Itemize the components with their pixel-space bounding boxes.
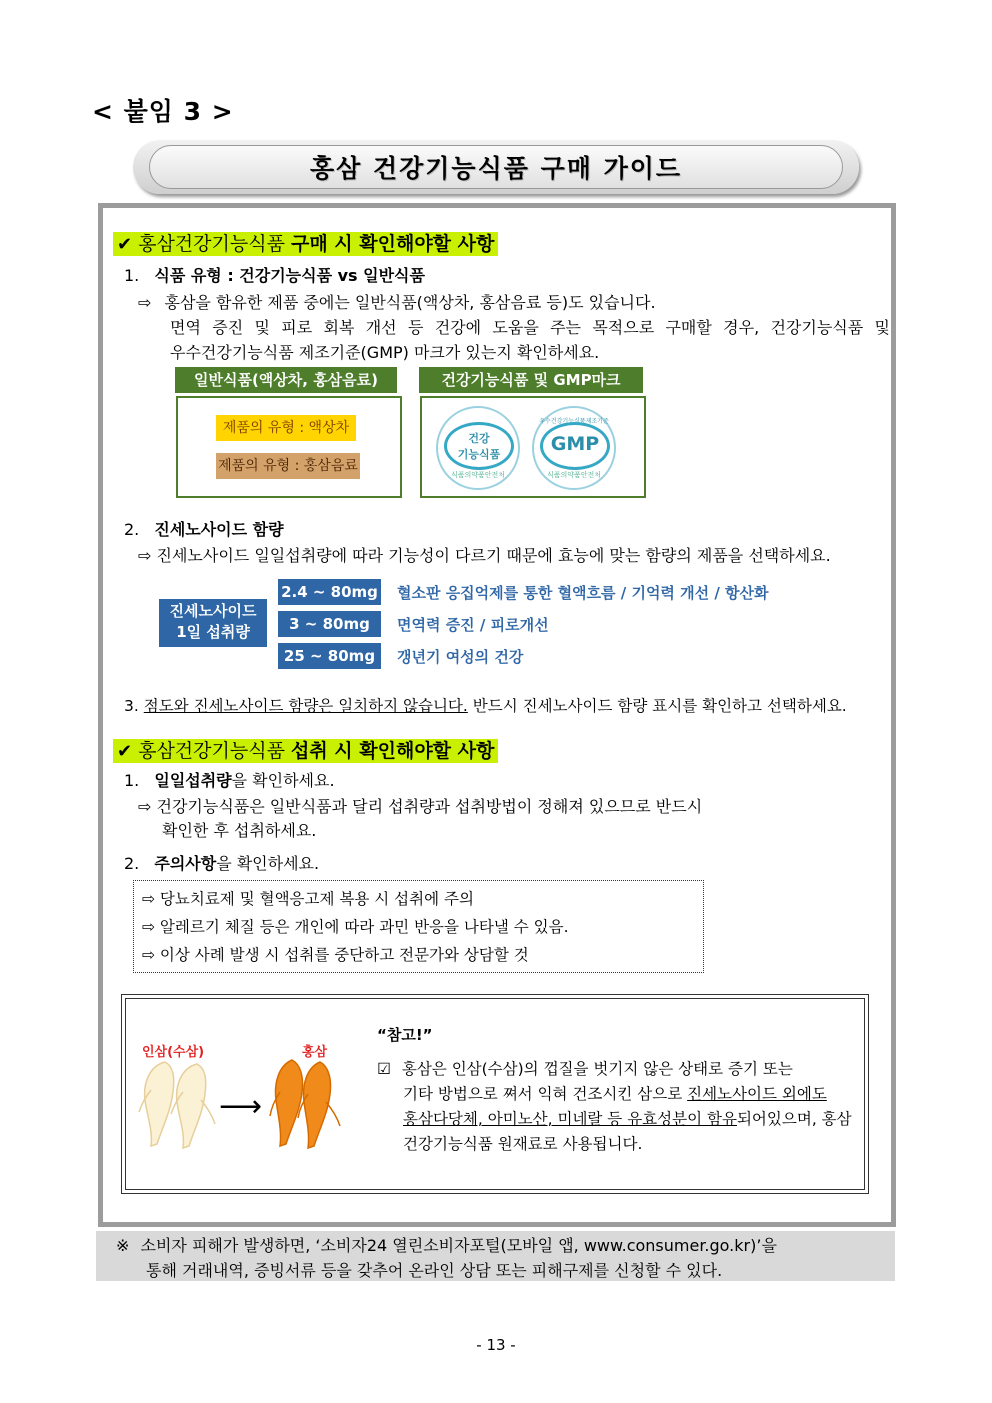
s2-item2-rest: 을 확인하세요.: [216, 854, 320, 873]
page-number: - 13 -: [476, 1336, 516, 1354]
dose-range-3: 25 ~ 80mg: [278, 643, 381, 669]
s2-item1-line1-text: 건강기능식품은 일반식품과 달리 섭취량과 섭취방법이 정해져 있으므로 반드시: [156, 797, 703, 816]
title-banner: [133, 140, 859, 194]
consumer-notice: [96, 1231, 895, 1281]
general-food-label: 일반식품(액상차, 홍삼음료): [175, 367, 397, 393]
checkbox-icon: ☑: [377, 1060, 391, 1078]
item2-line1: [138, 543, 831, 566]
s2-item2-row: [124, 851, 319, 874]
dosage-label-line1: 진세노사이드: [169, 602, 257, 620]
note-line3-underlined: 홍삼다당체, 아미노산, 미네랄 등 유효성분이 함유: [403, 1110, 737, 1128]
section2-heading-prefix: 홍삼건강기능식품: [138, 740, 291, 762]
seal2-top: 우수건강기능식품제조기준: [539, 418, 609, 425]
note-line4: 건강기능식품 원재료로 사용됩니다.: [403, 1135, 643, 1153]
dosage-label-line2: 1일 섭취량: [176, 623, 250, 641]
s2-item1-row: [124, 768, 335, 791]
item2-number: 2.: [124, 520, 140, 539]
section2-highlight: [113, 739, 498, 763]
health-food-label: 건강기능식품 및 GMP마크: [419, 367, 643, 393]
section1-heading: [113, 229, 498, 256]
section2-heading-bold: 섭취 시 확인해야할 사항: [290, 740, 495, 762]
gmp-ring: [540, 422, 610, 470]
section1-heading-prefix: 홍삼건강기능식품: [138, 233, 291, 255]
s2-item1-rest: 을 확인하세요.: [231, 771, 335, 790]
general-food-box: [176, 396, 402, 498]
red-ginseng-label: 홍삼: [302, 1045, 328, 1060]
tag-liquid-tea: 제품의 유형 : 액상차: [216, 415, 356, 441]
item1-line1-text: 홍삼을 함유한 제품 중에는 일반식품(액상차, 홍삼음료 등)도 있습니다.: [164, 293, 656, 312]
section1-heading-bold: 구매 시 확인해야할 사항: [290, 233, 495, 255]
ginsenoside-daily-label: [159, 599, 267, 647]
right-arrow-icon: ⟶: [219, 1089, 263, 1124]
dose-desc-1: 혈소판 응집억제를 통한 혈액흐름 / 기억력 개선 / 항산화: [397, 584, 769, 602]
seal-ring: [444, 422, 514, 470]
note-title: “참고!”: [377, 1026, 433, 1044]
health-food-box: [420, 396, 646, 498]
s2-item1-bold: 일일섭취량: [154, 771, 232, 790]
health-functional-food-seal: [436, 406, 520, 490]
dose-range-2: 3 ~ 80mg: [278, 611, 381, 637]
s2-item1-number: 1.: [124, 771, 140, 790]
item3-rest: 반드시 진세노사이드 함량 표시를 확인하고 선택하세요.: [467, 697, 847, 715]
dose-desc-3: 갱년기 여성의 건강: [397, 648, 524, 666]
seal2-main: GMP: [550, 433, 600, 455]
s2-item2-bold: 주의사항: [154, 854, 217, 873]
s2-item1-line2: 확인한 후 섭취하세요.: [162, 821, 317, 840]
dose-range-1: 2.4 ~ 80mg: [278, 579, 381, 605]
item3-underlined: 점도와 진세노사이드 함량은 일치하지 않습니다.: [143, 697, 468, 715]
item2-line1-text: 진세노사이드 일일섭취량에 따라 기능성이 다르기 때문에 효능에 맞는 함량의 제품을 선택하세요.: [156, 546, 831, 565]
item1-number: 1.: [124, 266, 140, 285]
item1-line2: 면역 증진 및 피로 회복 개선 등 건강에 도움을 주는 목적으로 구매할 경우, 건강기능식품 및: [170, 318, 890, 337]
tag-redginseng-drink: 제품의 유형 : 홍삼음료: [216, 453, 360, 479]
item1-title: 식품 유형 : 건강기능식품 vs 일반식품: [154, 266, 425, 285]
attachment-label: < 붙임 3 >: [92, 97, 234, 126]
item1-title-row: [124, 263, 425, 286]
note-line1: [377, 1057, 793, 1079]
item2-title-row: [124, 517, 284, 540]
red-ginseng-image: [268, 1058, 348, 1150]
note-line2: [403, 1082, 827, 1104]
checkmark-icon: ✔: [117, 234, 133, 255]
seal1-foot: 식품의약품안전처: [450, 471, 506, 479]
section1-highlight: [113, 232, 498, 256]
note-line3: [403, 1107, 852, 1129]
checkmark-icon: ✔: [117, 741, 133, 762]
caution-line-2: ⇨ 알레르기 체질 등은 개인에 따라 과민 반응을 나타낼 수 있음.: [142, 918, 569, 936]
item2-title: 진세노사이드 함량: [154, 520, 284, 539]
caution-box: [133, 880, 704, 973]
page-title: 홍삼 건강기능식품 구매 가이드: [309, 154, 683, 183]
note-line1-text: 홍삼은 인삼(수삼)의 껍질을 벗기지 않은 상태로 증기 또는: [401, 1060, 793, 1078]
arrow-icon: ⇨: [138, 797, 152, 816]
gmp-seal: [532, 406, 616, 490]
ginseng-label: 인삼(수삼): [142, 1045, 205, 1060]
item3-number: 3.: [124, 697, 139, 715]
reference-mark-icon: ※: [116, 1236, 130, 1255]
caution-line-3: ⇨ 이상 사례 발생 시 섭취를 중단하고 전문가와 상담할 것: [142, 946, 529, 964]
footer-line2: 통해 거래내역, 증빙서류 등을 갖추어 온라인 상담 또는 피해구제를 신청할 수 있다.: [146, 1261, 723, 1280]
item3-row: [124, 694, 847, 716]
footer-line1-text: 소비자 피해가 발생하면, ‘소비자24 열린소비자포털(모바일 앱, www.consumer.go.kr)’을: [140, 1236, 777, 1255]
fresh-ginseng-image: [135, 1060, 230, 1150]
seal1-line1: 건강: [468, 432, 490, 445]
section2-heading: [113, 736, 498, 763]
footer-line1: [116, 1233, 777, 1256]
dose-desc-2: 면역력 증진 / 피로개선: [397, 616, 549, 634]
item1-line3: 우수건강기능식품 제조기준(GMP) 마크가 있는지 확인하세요.: [170, 343, 600, 362]
arrow-icon: ⇨: [138, 546, 152, 565]
note-line3-b: 되어있으며, 홍삼: [736, 1110, 852, 1128]
note-line2-underlined: 진세노사이드 외에도: [687, 1085, 827, 1103]
seal2-foot: 식품의약품안전처: [546, 471, 602, 479]
item1-line1: [138, 290, 656, 313]
seal1-line2: 기능식품: [457, 448, 501, 461]
s2-item1-line1: [138, 794, 702, 817]
note-line2-a: 기타 방법으로 쪄서 익혀 건조시킨 삼으로: [403, 1085, 688, 1103]
caution-line-1: ⇨ 당뇨치료제 및 혈액응고제 복용 시 섭취에 주의: [142, 890, 474, 908]
s2-item2-number: 2.: [124, 854, 140, 873]
arrow-icon: ⇨: [138, 293, 152, 312]
title-inner-frame: [149, 145, 843, 189]
